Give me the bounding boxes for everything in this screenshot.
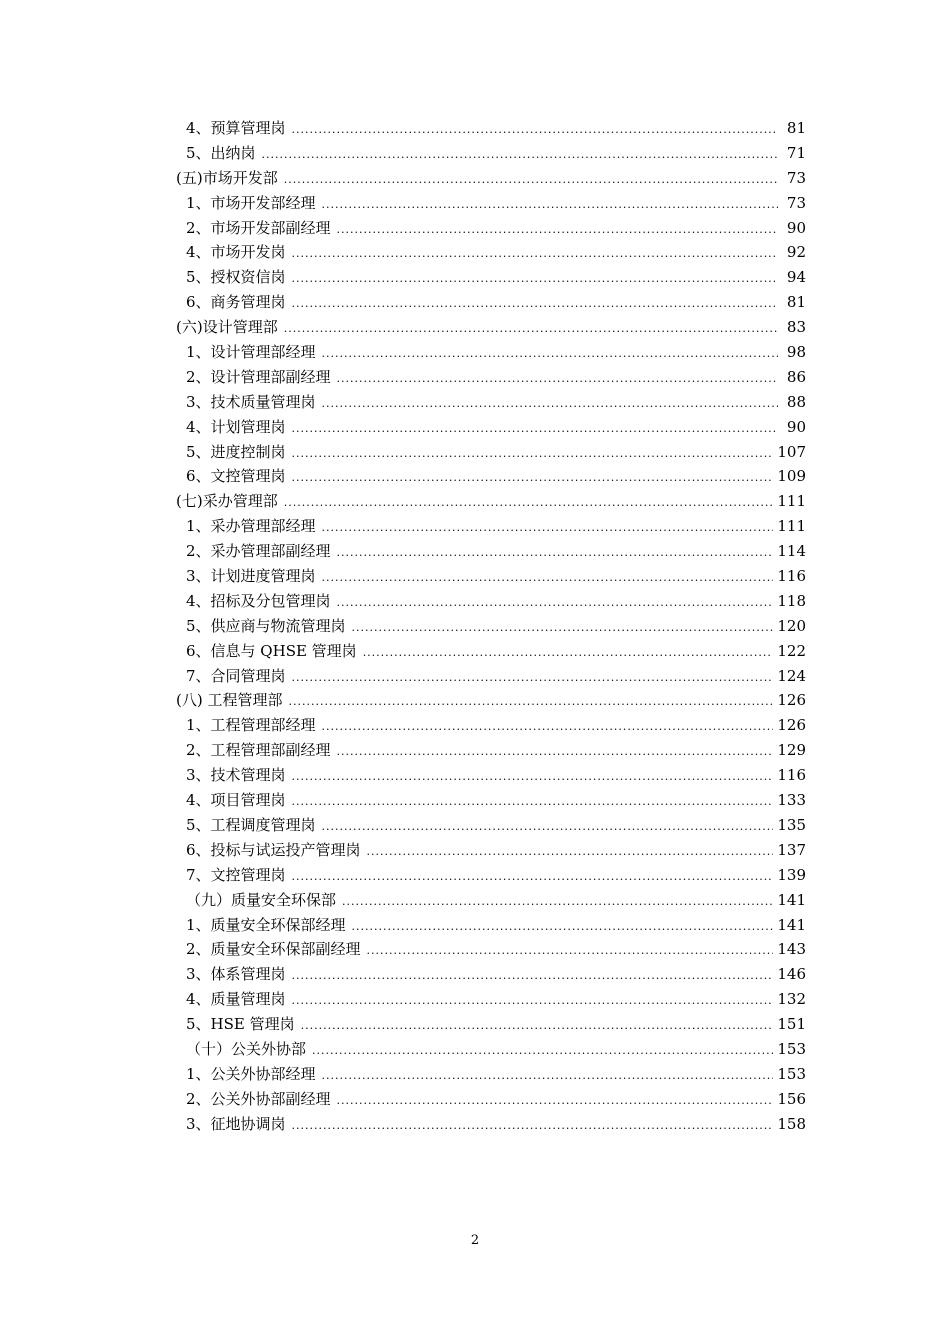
toc-item[interactable] xyxy=(176,365,806,390)
toc-entry-page-number: 141 xyxy=(777,890,806,909)
toc-entry-label: （十）公关外协部 xyxy=(186,1039,307,1058)
toc-section-heading[interactable] xyxy=(176,1037,806,1062)
toc-item[interactable] xyxy=(176,191,806,216)
toc-entry-label: 1、采办管理部经理 xyxy=(186,517,316,536)
toc-dot-leader xyxy=(322,342,778,367)
toc-entry-page-number: 141 xyxy=(777,915,806,934)
toc-dot-leader xyxy=(337,1089,774,1114)
toc-entry-label: 2、质量安全环保部副经理 xyxy=(186,940,361,959)
toc-entry-page-number: 158 xyxy=(777,1114,806,1133)
toc-item[interactable] xyxy=(176,788,806,813)
toc-entry-label: 1、工程管理部经理 xyxy=(186,716,316,735)
toc-entry-label: 6、文控管理岗 xyxy=(186,467,286,486)
toc-entry-label: 3、技术质量管理岗 xyxy=(186,392,316,411)
toc-entry-label: 4、预算管理岗 xyxy=(186,119,286,137)
toc-entry-page-number: 143 xyxy=(777,940,806,959)
toc-dot-leader xyxy=(342,890,773,915)
toc-entry-page-number: 98 xyxy=(786,343,806,362)
toc-item[interactable] xyxy=(176,116,806,141)
toc-item[interactable] xyxy=(176,141,806,166)
toc-entry-page-number: 83 xyxy=(786,318,806,337)
toc-entry-page-number: 73 xyxy=(786,193,806,212)
toc-dot-leader xyxy=(262,143,778,168)
toc-entry-label: 2、采办管理部副经理 xyxy=(186,542,331,561)
toc-dot-leader xyxy=(292,267,778,292)
toc-dot-leader xyxy=(292,466,774,491)
toc-dot-leader xyxy=(337,591,774,616)
toc-entry-page-number: 111 xyxy=(777,517,806,536)
toc-entry-page-number: 114 xyxy=(777,542,806,561)
toc-entry-page-number: 81 xyxy=(786,293,806,312)
toc-entry-label: 1、设计管理部经理 xyxy=(186,343,316,362)
toc-entry-page-number: 126 xyxy=(777,691,806,710)
toc-item[interactable] xyxy=(176,216,806,241)
toc-item[interactable] xyxy=(176,1062,806,1087)
toc-entry-label: (七)采办管理部 xyxy=(176,492,278,511)
toc-item[interactable] xyxy=(176,240,806,265)
toc-dot-leader xyxy=(322,815,774,840)
toc-dot-leader xyxy=(292,242,778,267)
toc-dot-leader xyxy=(337,218,778,243)
toc-entry-page-number: 120 xyxy=(777,616,806,635)
toc-dot-leader xyxy=(337,367,778,392)
toc-dot-leader xyxy=(322,392,778,417)
toc-entry-page-number: 118 xyxy=(777,591,806,610)
toc-item[interactable] xyxy=(176,763,806,788)
toc-section-heading[interactable] xyxy=(176,888,806,913)
toc-item[interactable] xyxy=(176,863,806,888)
toc-item[interactable] xyxy=(176,1012,806,1037)
toc-entry-label: 3、计划进度管理岗 xyxy=(186,567,316,586)
toc-item[interactable] xyxy=(176,290,806,315)
toc-entry-label: （九）质量安全环保部 xyxy=(186,890,337,909)
toc-entry-page-number: 109 xyxy=(777,467,806,486)
toc-dot-leader xyxy=(284,317,778,342)
toc-entry-page-number: 133 xyxy=(777,791,806,810)
toc-entry-label: 6、投标与试运投产管理岗 xyxy=(186,840,361,859)
toc-entry-page-number: 135 xyxy=(777,815,806,834)
toc-dot-leader xyxy=(363,641,774,666)
toc-entry-page-number: 73 xyxy=(786,168,806,187)
toc-item[interactable] xyxy=(176,539,806,564)
toc-dot-leader xyxy=(292,417,778,442)
toc-dot-leader xyxy=(367,840,774,865)
toc-dot-leader xyxy=(367,939,774,964)
toc-entry-label: 4、项目管理岗 xyxy=(186,791,286,810)
toc-dot-leader xyxy=(322,193,778,218)
toc-entry-label: 4、招标及分包管理岗 xyxy=(186,591,331,610)
toc-entry-label: 4、计划管理岗 xyxy=(186,417,286,436)
toc-entry-label: 6、商务管理岗 xyxy=(186,293,286,312)
toc-dot-leader xyxy=(292,989,774,1014)
toc-entry-page-number: 88 xyxy=(786,392,806,411)
toc-item[interactable] xyxy=(176,464,806,489)
toc-entry-page-number: 124 xyxy=(777,666,806,685)
toc-entry-label: 2、工程管理部副经理 xyxy=(186,741,331,760)
toc-entry-label: 5、工程调度管理岗 xyxy=(186,815,316,834)
toc-dot-leader xyxy=(337,541,774,566)
toc-dot-leader xyxy=(292,964,774,989)
toc-entry-page-number: 126 xyxy=(777,716,806,735)
toc-entry-label: 6、信息与 QHSE 管理岗 xyxy=(186,641,357,660)
toc-entry-label: (八) 工程管理部 xyxy=(176,691,283,710)
toc-dot-leader xyxy=(292,1114,774,1139)
toc-entry-page-number: 86 xyxy=(786,367,806,386)
toc-entry-page-number: 137 xyxy=(777,840,806,859)
toc-dot-leader xyxy=(322,516,774,541)
toc-entry-label: 3、技术管理岗 xyxy=(186,766,286,785)
toc-item[interactable] xyxy=(176,639,806,664)
toc-entry-page-number: 71 xyxy=(786,143,806,162)
toc-entry-label: 5、进度控制岗 xyxy=(186,442,286,461)
toc-entry-page-number: 92 xyxy=(786,243,806,262)
toc-entry-label: 2、市场开发部副经理 xyxy=(186,218,331,237)
toc-item[interactable] xyxy=(176,838,806,863)
toc-entry-page-number: 129 xyxy=(777,741,806,760)
toc-dot-leader xyxy=(284,168,778,193)
toc-section-heading[interactable] xyxy=(176,489,806,514)
toc-item[interactable] xyxy=(176,664,806,689)
toc-item[interactable] xyxy=(176,265,806,290)
toc-entry-page-number: 90 xyxy=(786,218,806,237)
toc-entry-label: 3、体系管理岗 xyxy=(186,965,286,984)
toc-section-heading[interactable] xyxy=(176,166,806,191)
toc-entry-label: 2、公关外协部副经理 xyxy=(186,1089,331,1108)
toc-section-heading[interactable] xyxy=(176,315,806,340)
toc-dot-leader xyxy=(284,491,774,516)
toc-dot-leader xyxy=(352,616,774,641)
toc-item[interactable] xyxy=(176,390,806,415)
toc-item[interactable] xyxy=(176,813,806,838)
toc-entry-label: 5、授权资信岗 xyxy=(186,268,286,287)
toc-entry-label: 5、供应商与物流管理岗 xyxy=(186,616,346,635)
toc-dot-leader xyxy=(322,1064,774,1089)
toc-entry-label: 4、质量管理岗 xyxy=(186,990,286,1009)
toc-entry-label: (六)设计管理部 xyxy=(176,318,278,337)
toc-item[interactable] xyxy=(176,440,806,465)
toc-entry-page-number: 153 xyxy=(777,1064,806,1083)
toc-dot-leader xyxy=(292,442,774,467)
toc-entry-page-number: 111 xyxy=(777,492,806,511)
toc-item[interactable] xyxy=(176,589,806,614)
table-of-contents xyxy=(176,116,806,1137)
toc-entry-label: 1、质量安全环保部经理 xyxy=(186,915,346,934)
toc-dot-leader xyxy=(322,566,774,591)
toc-entry-label: (五)市场开发部 xyxy=(176,168,278,187)
toc-dot-leader xyxy=(292,865,774,890)
toc-dot-leader xyxy=(352,915,774,940)
toc-entry-page-number: 94 xyxy=(786,268,806,287)
toc-entry-page-number: 122 xyxy=(777,641,806,660)
toc-dot-leader xyxy=(292,118,778,143)
toc-item[interactable] xyxy=(176,913,806,938)
toc-entry-label: 5、HSE 管理岗 xyxy=(186,1015,295,1034)
toc-entry-page-number: 132 xyxy=(777,990,806,1009)
toc-entry-page-number: 90 xyxy=(786,417,806,436)
toc-dot-leader xyxy=(322,715,774,740)
toc-item[interactable] xyxy=(176,713,806,738)
toc-entry-label: 7、合同管理岗 xyxy=(186,666,286,685)
toc-entry-label: 3、征地协调岗 xyxy=(186,1114,286,1133)
toc-entry-label: 2、设计管理部副经理 xyxy=(186,367,331,386)
toc-entry-label: 1、市场开发部经理 xyxy=(186,193,316,212)
toc-dot-leader xyxy=(312,1039,773,1064)
toc-item[interactable] xyxy=(176,1112,806,1137)
page-number: 2 xyxy=(470,1233,480,1248)
toc-item[interactable] xyxy=(176,962,806,987)
toc-section-heading[interactable] xyxy=(176,688,806,713)
toc-item[interactable] xyxy=(176,738,806,763)
toc-entry-label: 5、出纳岗 xyxy=(186,143,256,162)
toc-item[interactable] xyxy=(176,564,806,589)
toc-item[interactable] xyxy=(176,514,806,539)
toc-entry-page-number: 81 xyxy=(786,119,806,137)
toc-entry-page-number: 107 xyxy=(777,442,806,461)
toc-entry-label: 7、文控管理岗 xyxy=(186,865,286,884)
toc-dot-leader xyxy=(337,740,774,765)
toc-item[interactable] xyxy=(176,340,806,365)
toc-entry-page-number: 139 xyxy=(777,865,806,884)
toc-entry-page-number: 156 xyxy=(777,1089,806,1108)
toc-entry-page-number: 153 xyxy=(777,1039,806,1058)
toc-dot-leader xyxy=(301,1014,774,1039)
toc-dot-leader xyxy=(292,765,774,790)
toc-item[interactable] xyxy=(176,987,806,1012)
toc-entry-page-number: 116 xyxy=(777,766,806,785)
toc-item[interactable] xyxy=(176,937,806,962)
toc-dot-leader xyxy=(292,666,774,691)
toc-entry-label: 4、市场开发岗 xyxy=(186,243,286,262)
toc-item[interactable] xyxy=(176,614,806,639)
toc-item[interactable] xyxy=(176,1087,806,1112)
toc-entry-label: 1、公关外协部经理 xyxy=(186,1064,316,1083)
toc-dot-leader xyxy=(292,790,774,815)
toc-dot-leader xyxy=(288,690,773,715)
toc-item[interactable] xyxy=(176,415,806,440)
toc-entry-page-number: 151 xyxy=(777,1015,806,1034)
toc-dot-leader xyxy=(292,292,778,317)
toc-entry-page-number: 116 xyxy=(777,567,806,586)
toc-entry-page-number: 146 xyxy=(777,965,806,984)
